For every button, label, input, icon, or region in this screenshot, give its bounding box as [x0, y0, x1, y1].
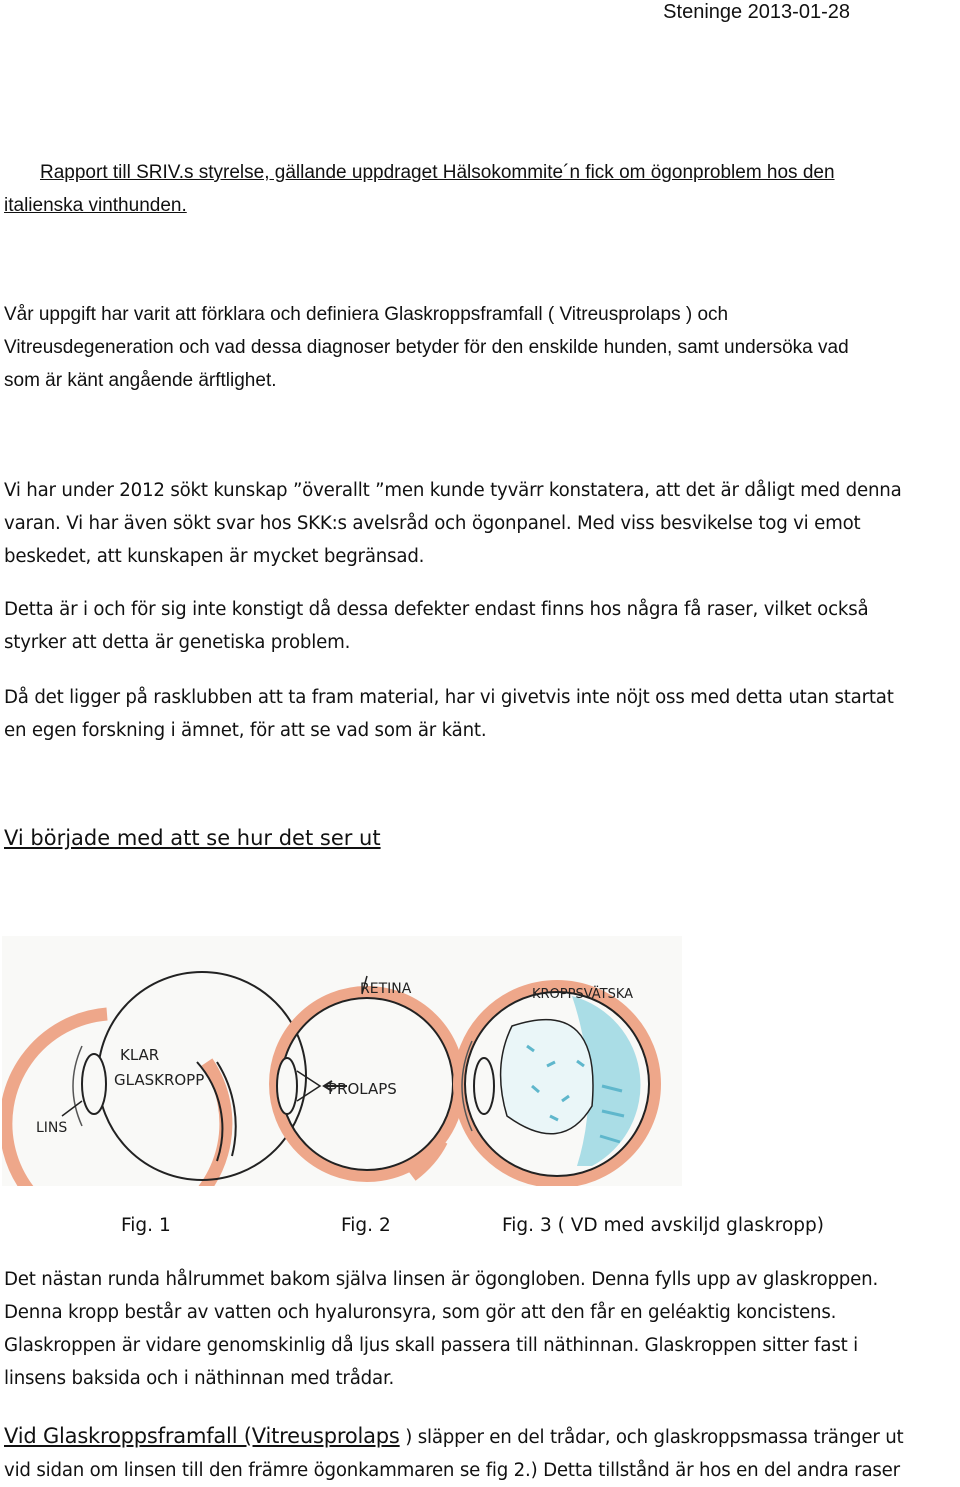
text-line: Det nästan runda hålrummet bakom själva linsen är ögongloben. Denna fylls upp av glaskroppen. [4, 1269, 879, 1290]
caption-fig-1: Fig. 1 [121, 1215, 171, 1236]
text-line: Då det ligger på rasklubben att ta fram material, har vi givetvis inte nöjt oss med detta utan startat [4, 687, 894, 708]
document-date: Steninge 2013-01-28 [663, 1, 850, 23]
paragraph-task [4, 298, 849, 397]
lens-1 [82, 1054, 106, 1114]
text-line: vid sidan om linsen till den främre ögonkammaren se fig 2.) Detta tillstånd är hos en del andra raser [4, 1460, 900, 1481]
text-line: styrker att detta är genetiska problem. [4, 632, 351, 653]
prolaps-term: Vid Glaskroppsframfall (Vitreusprolaps [4, 1424, 400, 1448]
text-line: Detta är i och för sig inte konstigt då dessa defekter endast finns hos några få raser, vilket också [4, 599, 869, 620]
text-line: Vitreusdegeneration och vad dessa diagnoser betyder för den enskilde hunden, samt undersöka vad [4, 337, 849, 358]
label-lins: LINS [36, 1120, 68, 1136]
paragraph-research [4, 681, 894, 747]
paragraph-prolaps-description [4, 1420, 904, 1487]
text-line: Vår uppgift har varit att förklara och definiera Glaskroppsframfall ( Vitreusprolaps ) och [4, 304, 729, 325]
label-retina: RETINA [360, 981, 412, 997]
report-title [4, 156, 835, 222]
report-title-line: italienska vinthunden. [4, 195, 187, 216]
text-line: beskedet, att kunskapen är mycket begränsad. [4, 546, 425, 567]
text-line: Vi har under 2012 sökt kunskap ”överallt ”men kunde tyvärr konstatera, att det är dåligt med denna [4, 480, 902, 501]
caption-fig-3: Fig. 3 ( VD med avskiljd glaskropp) [502, 1215, 824, 1236]
paragraph-vitreous-description [4, 1263, 878, 1395]
report-title-line: Rapport till SRIV.s styrelse, gällande uppdraget Hälsokommite´n fick om ögonproblem hos den [40, 162, 835, 183]
text-line: Vid Glaskroppsframfall (Vitreusprolaps ) släpper en del trådar, och glaskroppsmassa tränger ut [4, 1424, 904, 1448]
paragraph-search [4, 474, 902, 573]
text-line: Glaskroppen är vidare genomskinlig då ljus skall passera till näthinnan. Glaskroppen sitter fast i [4, 1335, 858, 1356]
caption-fig-2: Fig. 2 [341, 1215, 391, 1236]
label-klar: KLAR [120, 1046, 160, 1064]
text-line: linsens baksida och i näthinnan med trådar. [4, 1368, 395, 1389]
section-heading: Vi började med att se hur det ser ut [4, 826, 381, 850]
lens-2 [277, 1058, 297, 1114]
text-line: som är känt angående ärftlighet. [4, 370, 277, 391]
label-glaskropp: GLASKROPP [114, 1071, 205, 1089]
detached-vitreous [501, 1020, 593, 1134]
label-kroppsvatska: KROPPSVÄTSKA [532, 987, 634, 1002]
eye-diagram-illustration [2, 936, 682, 1186]
text-line: Denna kropp består av vatten och hyaluronsyra, som gör att den får en geléaktig koncistens. [4, 1302, 837, 1323]
text-line: en egen forskning i ämnet, för att se vad som är känt. [4, 720, 487, 741]
lens-3 [474, 1058, 494, 1114]
paragraph-genetic [4, 593, 868, 659]
label-prolaps: PROLAPS [328, 1080, 397, 1098]
text-line: varan. Vi har även sökt svar hos SKK:s avelsråd och ögonpanel. Med viss besvikelse tog vi emot [4, 513, 861, 534]
